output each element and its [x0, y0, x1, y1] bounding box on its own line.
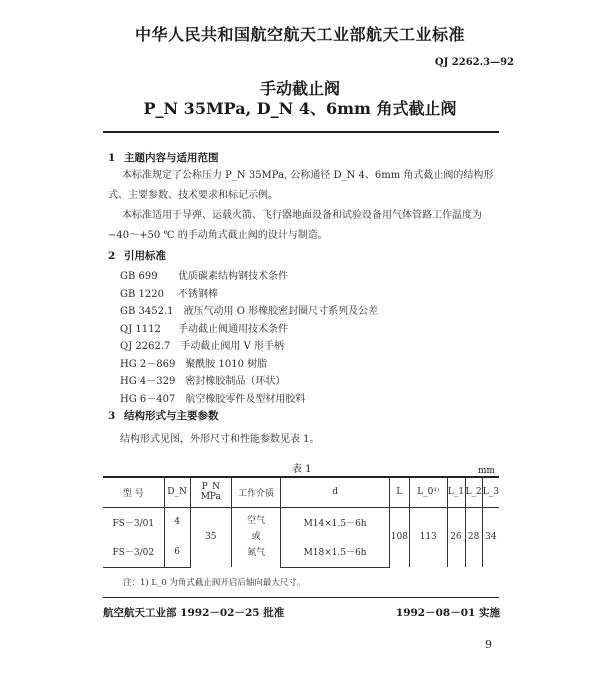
section-1-paragraph-1: 本标准规定了公称压力 P_N 35MPa, 公称通径 D_N 4、6mm 角式截止阀的结构形式、主要参数、技术要求和标记示例。 [108, 170, 494, 201]
section-3-heading [108, 408, 219, 423]
effective-date: 1992－08－01 实施 [395, 607, 500, 619]
reference-item [120, 303, 378, 321]
cell-l3: 34 [482, 507, 499, 567]
reference-code: HG 4－329 [120, 376, 176, 387]
standard-number: QJ 2262.3—92 [434, 57, 514, 68]
header-d: d [281, 477, 390, 507]
reference-code: GB 3452.1 [120, 306, 174, 317]
table-caption: 表 1 [292, 464, 312, 475]
section-3-number: 3 [108, 410, 116, 422]
section-1-paragraph-2: 本标准适用于导弹、运载火箭、飞行器地面设备和试验设备用气体管路工作温度为 −40～+50 ℃ 的手动角式截止阀的设计与制造。 [108, 210, 482, 241]
header-l0: L_0¹⁾ [409, 477, 447, 507]
reference-item [120, 373, 378, 391]
header-l2: L_2 [465, 477, 482, 507]
table-row [103, 507, 499, 537]
parameters-table [103, 476, 499, 568]
reference-name: 手动截止阀通用技术条件 [178, 323, 288, 335]
section-3-title: 结构形式与主要参数 [124, 410, 219, 422]
reference-code: GB 1220 [120, 288, 164, 300]
header-model: 型 号 [103, 477, 164, 507]
table-footnote: 注：1) L_0 为角式截止阀开启后轴向最大尺寸。 [123, 578, 306, 588]
reference-name: 密封橡胶制品（环状） [185, 376, 286, 387]
cell-thread: M18×1.5－6h [281, 537, 390, 567]
cell-model: FS－3/02 [103, 537, 164, 567]
reference-name: 液压气动用 O 形橡胶密封圈尺寸系列及公差 [183, 306, 379, 317]
reference-code: QJ 1112 [120, 323, 161, 335]
reference-item [120, 338, 378, 356]
header-medium: 工作介质 [232, 477, 281, 507]
section-1-heading [108, 150, 219, 165]
reference-name: 航空橡胶零件及型材用胶料 [185, 393, 306, 405]
cell-model: FS－3/01 [103, 507, 164, 537]
cell-l0: 113 [409, 507, 447, 567]
header-l: L [389, 477, 409, 507]
medium-or: 或 [251, 532, 261, 543]
header-pn: P_N MPa [190, 477, 232, 507]
reference-name: 聚酰胺 1010 树脂 [185, 358, 268, 370]
cell-medium [232, 507, 281, 567]
medium-air: 空气 [247, 516, 266, 527]
medium-nitrogen: 氮气 [247, 548, 266, 559]
header-dn: D_N [164, 477, 190, 507]
table-header-row [103, 477, 499, 507]
cell-pn: 35 [190, 507, 232, 567]
reference-item [120, 286, 378, 304]
section-1-title: 主题内容与适用范围 [124, 152, 219, 164]
section-1-body [108, 166, 504, 246]
cell-l2: 28 [465, 507, 482, 567]
header-l1: L_1 [447, 477, 465, 507]
reference-item [120, 268, 378, 286]
cell-dn: 6 [164, 537, 190, 567]
reference-item [120, 391, 378, 409]
issuing-authority-header: 中华人民共和国航空航天工业部航天工业标准 [134, 25, 465, 44]
reference-item [120, 321, 378, 339]
section-2-heading [108, 248, 166, 263]
section-2-title: 引用标准 [124, 250, 166, 262]
title-rule [103, 131, 499, 133]
approval-date: 航空航天工业部 1992－02－25 批准 [103, 607, 285, 619]
footer-rule [103, 597, 499, 598]
document-subtitle: P_N 35MPa, D_N 4、6mm 角式截止阀 [143, 99, 457, 118]
section-3-body: 结构形式见图，外形尺寸和性能参数见表 1。 [120, 434, 320, 445]
page-number: 9 [485, 638, 492, 651]
cell-thread: M14×1.5－6h [281, 507, 390, 537]
cell-l1: 26 [447, 507, 465, 567]
reference-name: 优质碳素结构钢技术条件 [178, 271, 288, 282]
section-1-number: 1 [108, 152, 116, 164]
reference-code: QJ 2262.7 [120, 341, 171, 352]
section-2-number: 2 [108, 250, 116, 262]
reference-name: 不锈钢棒 [178, 288, 218, 300]
reference-item [120, 356, 378, 374]
reference-code: HG 2－869 [120, 358, 176, 370]
cell-l: 108 [389, 507, 409, 567]
reference-code: HG 6－407 [120, 393, 176, 405]
reference-code: GB 699 [120, 271, 158, 282]
cell-dn: 4 [164, 507, 190, 537]
referenced-standards-list [120, 268, 378, 408]
reference-name: 手动截止阀用 V 形手柄 [180, 341, 284, 352]
header-l3: L_3 [482, 477, 499, 507]
table-unit: mm [478, 466, 496, 476]
document-title: 手动截止阀 [259, 79, 340, 98]
